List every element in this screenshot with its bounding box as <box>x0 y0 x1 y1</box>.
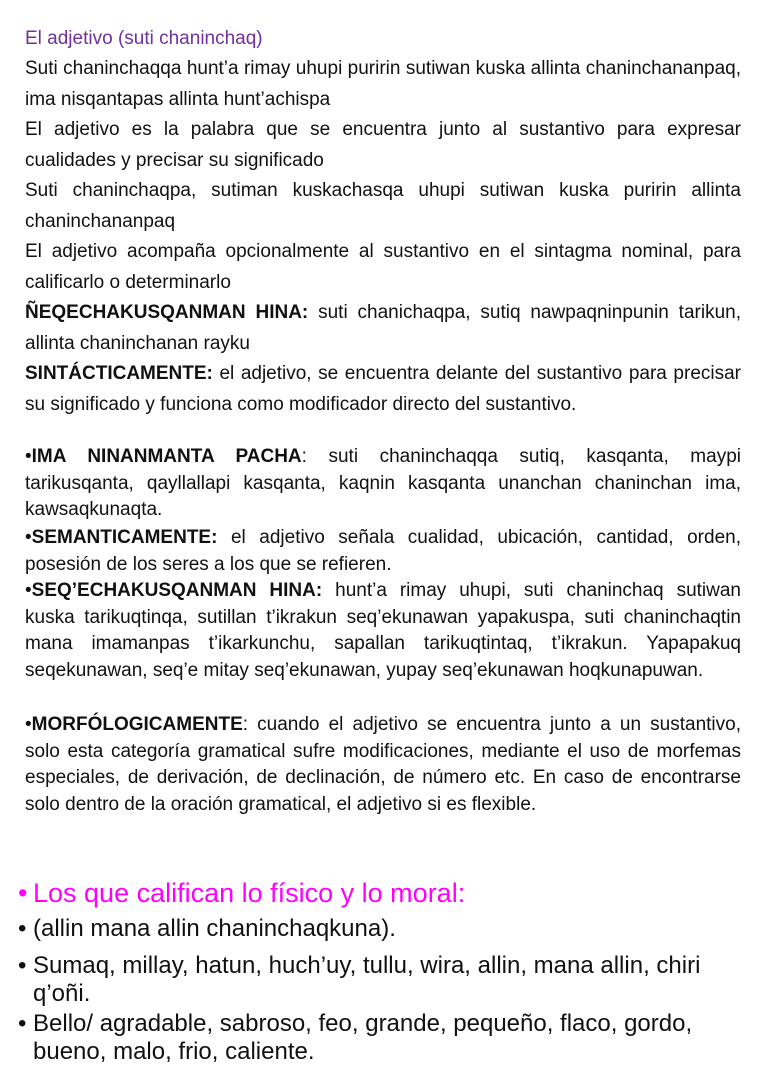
label-morfologicamente: MORFÓLOGICAMENTE <box>31 714 243 735</box>
bullet-text: (allin mana allin chaninchaqkuna). <box>33 915 396 942</box>
label-seqechakusqanman: SEQ’ECHAKUSQANMAN HINA: <box>31 580 323 601</box>
bullet-spanish-examples <box>18 1010 763 1066</box>
item-semanticamente <box>25 525 741 578</box>
bullet-dot: • <box>18 915 27 942</box>
paragraph-spanish-definition: El adjetivo es la palabra que se encuentra junto al sustantivo para expresar cualidades y precisar su significado <box>25 119 741 171</box>
paragraph-quechua-syntax <box>25 298 741 359</box>
text-ima-ninanmanta: : suti chaninchaqqa sutiq, kasqanta, maypi tarikusqanta, qayllallapi kasqanta, kaqnin kasqanta unanchan chaninchan ima, kawsaqkunaqta. <box>25 446 741 520</box>
paragraph-quechua-usage: Suti chaninchaqpa, sutiman kuskachasqa uhupi sutiwan kuska puririn allinta chaninchananpaq <box>25 180 741 232</box>
bullet-dot: • <box>18 952 27 979</box>
paragraph-spanish-usage: El adjetivo acompaña opcionalmente al sustantivo en el sintagma nominal, para calificarlo o determinarlo <box>25 241 741 293</box>
bullet-dot: • <box>18 878 28 908</box>
label-neqechakusqanman: ÑEQECHAKUSQANMAN HINA: <box>25 302 309 323</box>
item-morfologicamente <box>25 712 741 818</box>
item-bullet: • <box>25 527 32 548</box>
text-semanticamente: el adjetivo señala cualidad, ubicación, cantidad, orden, posesión de los seres a los que se refieren. <box>25 527 741 575</box>
item-bullet: • <box>25 580 32 601</box>
paragraph-spanish-syntax <box>25 359 741 420</box>
text-morfologicamente: : cuando el adjetivo se encuentra junto a un sustantivo, solo esta categoría gramatical sufre modificaciones, mediante el uso de morfemas especiales, de derivación, de declinación, de número etc. En caso de encontrarse solo dentro de la oración gramatical, el adjetivo si es flexible. <box>25 714 741 815</box>
label-semanticamente: SEMANTICAMENTE: <box>31 527 218 548</box>
text-sintacticamente: el adjetivo, se encuentra delante del sustantivo para precisar su significado y funciona como modificador directo del sustantivo. <box>25 363 741 415</box>
bullet-text: Bello/ agradable, sabroso, feo, grande, pequeño, flaco, gordo, bueno, malo, frio, caliente. <box>33 1010 693 1065</box>
item-seqechakusqanman <box>25 578 741 684</box>
item-bullet: • <box>25 446 32 467</box>
item-ima-ninanmanta <box>25 444 741 524</box>
paragraph-quechua-definition: Suti chaninchaqqa hunt’a rimay uhupi puririn sutiwan kuska allinta chaninchananpaq, ima nisqantapas allinta hunt’achispa <box>25 58 741 110</box>
bullet-text: Los que califican lo físico y lo moral: <box>33 878 466 908</box>
bullet-quechua-category <box>18 914 763 944</box>
bullet-dot: • <box>18 1010 27 1037</box>
bullet-highlight-heading <box>18 876 763 910</box>
bullet-text: Sumaq, millay, hatun, huch’uy, tullu, wira, allin, mana allin, chiri q’oñi. <box>33 952 701 1007</box>
label-sintacticamente: SINTÁCTICAMENTE: <box>25 363 213 384</box>
text-neqechakusqanman: suti chanichaqpa, sutiq nawpaqninpunin tarikun, allinta chaninchanan rayku <box>25 302 741 354</box>
item-bullet: • <box>25 714 32 735</box>
text-seqechakusqanman: hunt’a rimay uhupi, suti chaninchaq sutiwan kuska tarikuqtinqa, sutillan t’ikrakun seq’ekunawan yapakuspa, suti chaninchaqtin mana imamanpas t’ikarkunchu, sapallan tarikuqtintaq, t’ikrakun. Yapapakuq seqekunawan, seq’e mitay seq’ekunawan, yupay seq’ekunawan hoqkunapuwan. <box>25 580 741 681</box>
section-title: El adjetivo (suti chaninchaq) <box>25 28 263 49</box>
label-ima-ninanmanta: IMA NINANMANTA PACHA <box>31 446 302 467</box>
bullet-quechua-examples <box>18 952 763 1008</box>
